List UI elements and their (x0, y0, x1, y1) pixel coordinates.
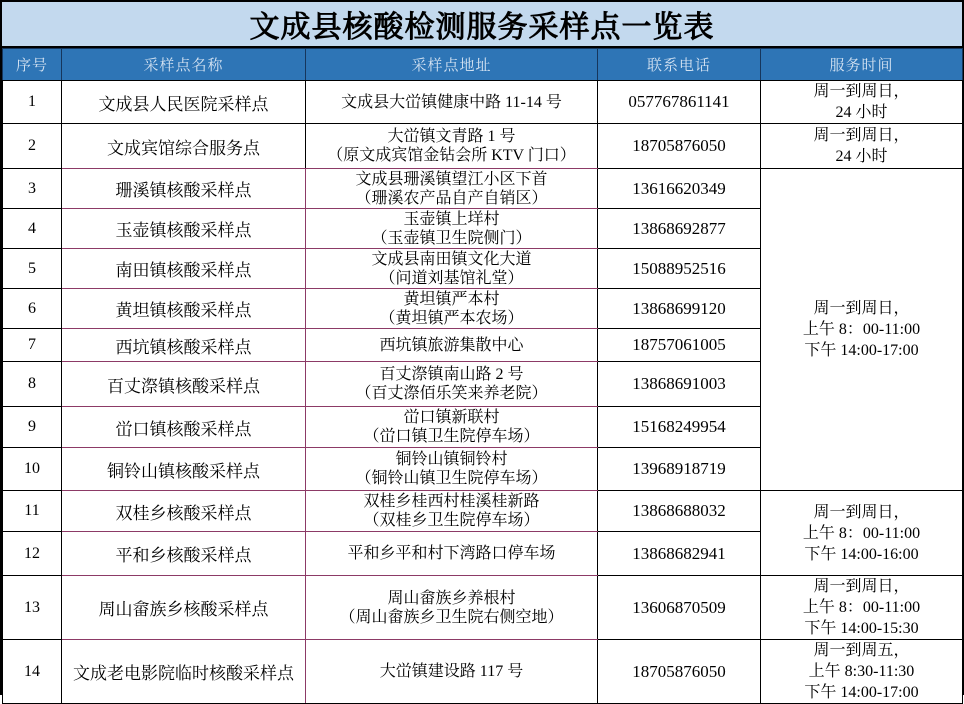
col-header-service-time: 服务时间 (761, 49, 963, 81)
table-row (3, 81, 963, 124)
table-row (3, 491, 963, 532)
col-header-address: 采样点地址 (306, 49, 598, 81)
service-time-merged: 周一到周日， 上午 8：00-11:00 下午 14:00-16:00 (761, 491, 963, 576)
col-header-no: 序号 (3, 49, 62, 81)
site-name: 周山畲族乡核酸采样点 (62, 576, 306, 640)
site-name: 百丈漈镇核酸采样点 (62, 362, 306, 407)
site-address: 大峃镇文青路 1 号 （原文成宾馆金钻会所 KTV 门口） (306, 124, 598, 169)
service-time-merged: 周一到周日， 上午 8：00-11:00 下午 14:00-17:00 (761, 169, 963, 491)
phone-number: 15168249954 (598, 407, 761, 448)
site-name: 玉壶镇核酸采样点 (62, 209, 306, 249)
row-no: 6 (3, 289, 62, 329)
site-name: 文成县人民医院采样点 (62, 81, 306, 124)
site-address: 玉壶镇上垟村 （玉壶镇卫生院侧门） (306, 209, 598, 249)
site-address: 黄坦镇严本村 （黄坦镇严本农场） (306, 289, 598, 329)
phone-number: 057767861141 (598, 81, 761, 124)
phone-number: 15088952516 (598, 249, 761, 289)
table-header-row (3, 49, 963, 81)
site-name: 峃口镇核酸采样点 (62, 407, 306, 448)
site-name: 文成宾馆综合服务点 (62, 124, 306, 169)
service-time: 周一到周日， 上午 8：00-11:00 下午 14:00-15:30 (761, 576, 963, 640)
phone-number: 18705876050 (598, 124, 761, 169)
site-address: 文成县大峃镇健康中路 11-14 号 (306, 81, 598, 124)
phone-number: 13868688032 (598, 491, 761, 532)
row-no: 9 (3, 407, 62, 448)
col-header-phone: 联系电话 (598, 49, 761, 81)
site-address: 平和乡平和村下湾路口停车场 (306, 532, 598, 576)
site-address: 周山畲族乡养根村 （周山畲族乡卫生院右侧空地） (306, 576, 598, 640)
phone-number: 13868699120 (598, 289, 761, 329)
row-no: 10 (3, 448, 62, 491)
row-no: 8 (3, 362, 62, 407)
site-name: 黄坦镇核酸采样点 (62, 289, 306, 329)
row-no: 13 (3, 576, 62, 640)
phone-number: 13868682941 (598, 532, 761, 576)
site-address: 双桂乡桂西村桂溪桂新路 （双桂乡卫生院停车场） (306, 491, 598, 532)
site-address: 铜铃山镇铜铃村 （铜铃山镇卫生院停车场） (306, 448, 598, 491)
row-no: 4 (3, 209, 62, 249)
site-name: 平和乡核酸采样点 (62, 532, 306, 576)
site-name: 文成老电影院临时核酸采样点 (62, 640, 306, 704)
service-time: 周一到周五， 上午 8:30-11:30 下午 14:00-17:00 (761, 640, 963, 704)
row-no: 7 (3, 329, 62, 362)
phone-number: 13616620349 (598, 169, 761, 209)
col-header-name: 采样点名称 (62, 49, 306, 81)
site-name: 珊溪镇核酸采样点 (62, 169, 306, 209)
phone-number: 13868692877 (598, 209, 761, 249)
phone-number: 18705876050 (598, 640, 761, 704)
row-no: 3 (3, 169, 62, 209)
site-address: 峃口镇新联村 （峃口镇卫生院停车场） (306, 407, 598, 448)
page-title: 文成县核酸检测服务采样点一览表 (2, 2, 962, 48)
sampling-points-table (2, 48, 963, 704)
site-address: 大峃镇建设路 117 号 (306, 640, 598, 704)
site-name: 西坑镇核酸采样点 (62, 329, 306, 362)
site-name: 南田镇核酸采样点 (62, 249, 306, 289)
table-row (3, 124, 963, 169)
service-time: 周一到周日， 24 小时 (761, 124, 963, 169)
phone-number: 18757061005 (598, 329, 761, 362)
row-no: 11 (3, 491, 62, 532)
phone-number: 13868691003 (598, 362, 761, 407)
table-row (3, 640, 963, 704)
row-no: 2 (3, 124, 62, 169)
site-address: 百丈漈镇南山路 2 号 （百丈漈佰乐笑来养老院） (306, 362, 598, 407)
row-no: 5 (3, 249, 62, 289)
row-no: 1 (3, 81, 62, 124)
phone-number: 13606870509 (598, 576, 761, 640)
service-time: 周一到周日， 24 小时 (761, 81, 963, 124)
site-address: 西坑镇旅游集散中心 (306, 329, 598, 362)
row-no: 12 (3, 532, 62, 576)
site-name: 双桂乡核酸采样点 (62, 491, 306, 532)
phone-number: 13968918719 (598, 448, 761, 491)
site-address: 文成县珊溪镇望江小区下首 （珊溪农产品自产自销区） (306, 169, 598, 209)
site-name: 铜铃山镇核酸采样点 (62, 448, 306, 491)
row-no: 14 (3, 640, 62, 704)
table-row (3, 576, 963, 640)
table-row (3, 169, 963, 209)
site-address: 文成县南田镇文化大道 （问道刘基馆礼堂） (306, 249, 598, 289)
